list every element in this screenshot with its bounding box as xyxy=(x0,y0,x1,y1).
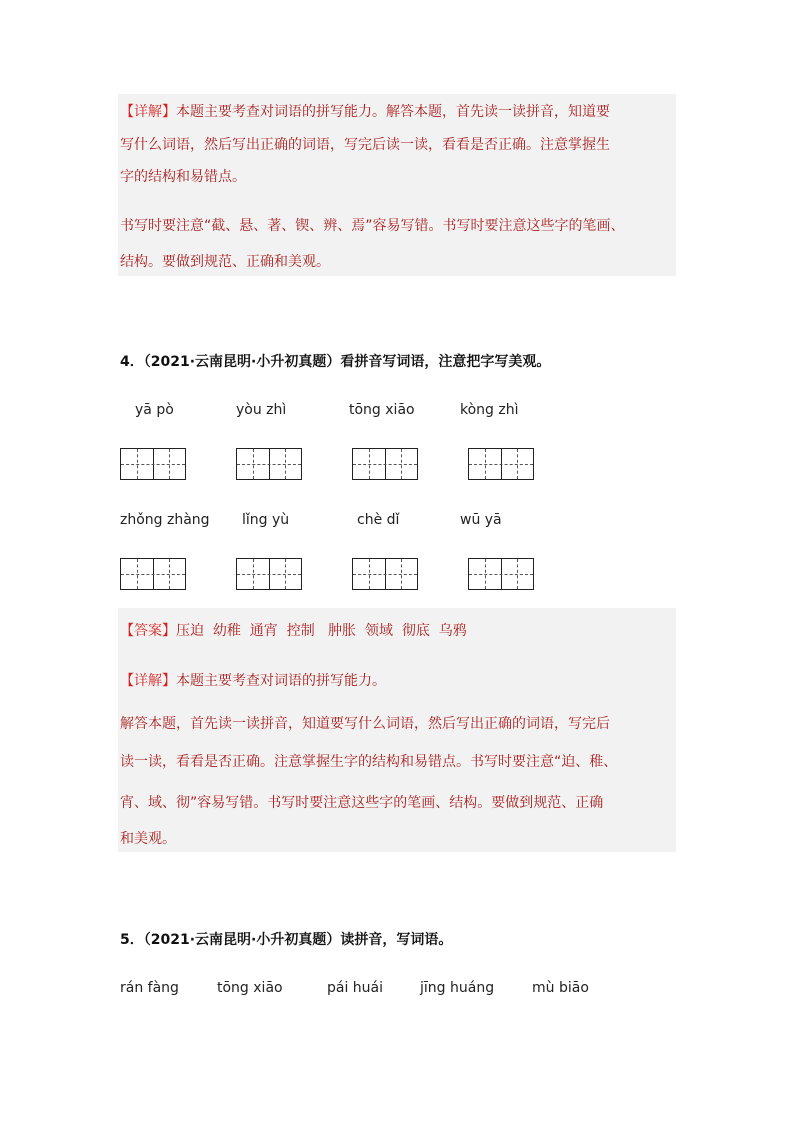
pinyin-tongxiao: tōng xiāo xyxy=(349,402,415,418)
writing-grid[interactable] xyxy=(236,558,302,590)
question-4-title: 4．（2021·云南昆明·小升初真题）看拼音写词语，注意把字写美观。 xyxy=(120,354,551,370)
q4-detail-line-3: 读一读，看看是否正确。注意掌握生字的结构和易错点。书写时要注意“迫、稚、 xyxy=(120,754,618,770)
pinyin-lingyu: lǐng yù xyxy=(242,512,290,528)
pinyin-kongzhi: kòng zhì xyxy=(460,402,519,418)
detail-line-5: 结构。要做到规范、正确和美观。 xyxy=(120,254,330,270)
writing-grid[interactable] xyxy=(120,558,186,590)
pinyin-chedi: chè dǐ xyxy=(357,512,400,528)
pinyin-paihuai: pái huái xyxy=(327,980,384,996)
q4-detail-line-1: 【详解】本题主要考查对词语的拼写能力。 xyxy=(120,673,386,689)
pinyin-yapo: yā pò xyxy=(135,402,174,418)
pinyin-mubiao: mù biāo xyxy=(532,980,589,996)
pinyin-wuya: wū yā xyxy=(460,512,502,528)
answer-tag: 【答案】 xyxy=(120,623,176,639)
writing-grid[interactable] xyxy=(120,448,186,480)
writing-grid[interactable] xyxy=(468,558,534,590)
pinyin-youzhi: yòu zhì xyxy=(236,402,287,418)
detail-tag: 【详解】 xyxy=(120,673,176,689)
answer-line xyxy=(120,620,467,640)
q4-detail-line-4: 宵、域、彻”容易写错。书写时要注意这些字的笔画、结构。要做到规范、正确 xyxy=(120,795,604,811)
writing-grid[interactable] xyxy=(236,448,302,480)
pinyin-jinghuang: jīng huáng xyxy=(420,980,495,996)
detail-line-4: 书写时要注意“截、悬、著、锲、辨、焉”容易写错。书写时要注意这些字的笔画、 xyxy=(120,218,625,234)
answer-text: 压迫 幼稚 通宵 控制 肿胀 领域 彻底 乌鸦 xyxy=(176,623,467,639)
writing-grid[interactable] xyxy=(352,558,418,590)
q4-detail-line-5: 和美观。 xyxy=(120,831,176,847)
pinyin-tongxiao: tōng xiāo xyxy=(217,980,283,996)
question-5-title: 5．（2021·云南昆明·小升初真题）读拼音，写词语。 xyxy=(120,932,453,948)
detail-line-3: 字的结构和易错点。 xyxy=(120,169,246,185)
pinyin-ranfang: rán fàng xyxy=(120,980,179,996)
pinyin-zhongzhang: zhǒng zhàng xyxy=(120,512,210,528)
detail-line-2: 写什么词语，然后写出正确的词语，写完后读一读，看看是否正确。注意掌握生 xyxy=(120,137,610,153)
writing-grid[interactable] xyxy=(468,448,534,480)
detail-tag: 【详解】 xyxy=(120,104,176,120)
q4-detail-line-2: 解答本题，首先读一读拼音，知道要写什么词语，然后写出正确的词语，写完后 xyxy=(120,716,610,732)
writing-grid[interactable] xyxy=(352,448,418,480)
detail-line-1: 【详解】本题主要考查对词语的拼写能力。解答本题，首先读一读拼音，知道要 xyxy=(120,104,610,120)
